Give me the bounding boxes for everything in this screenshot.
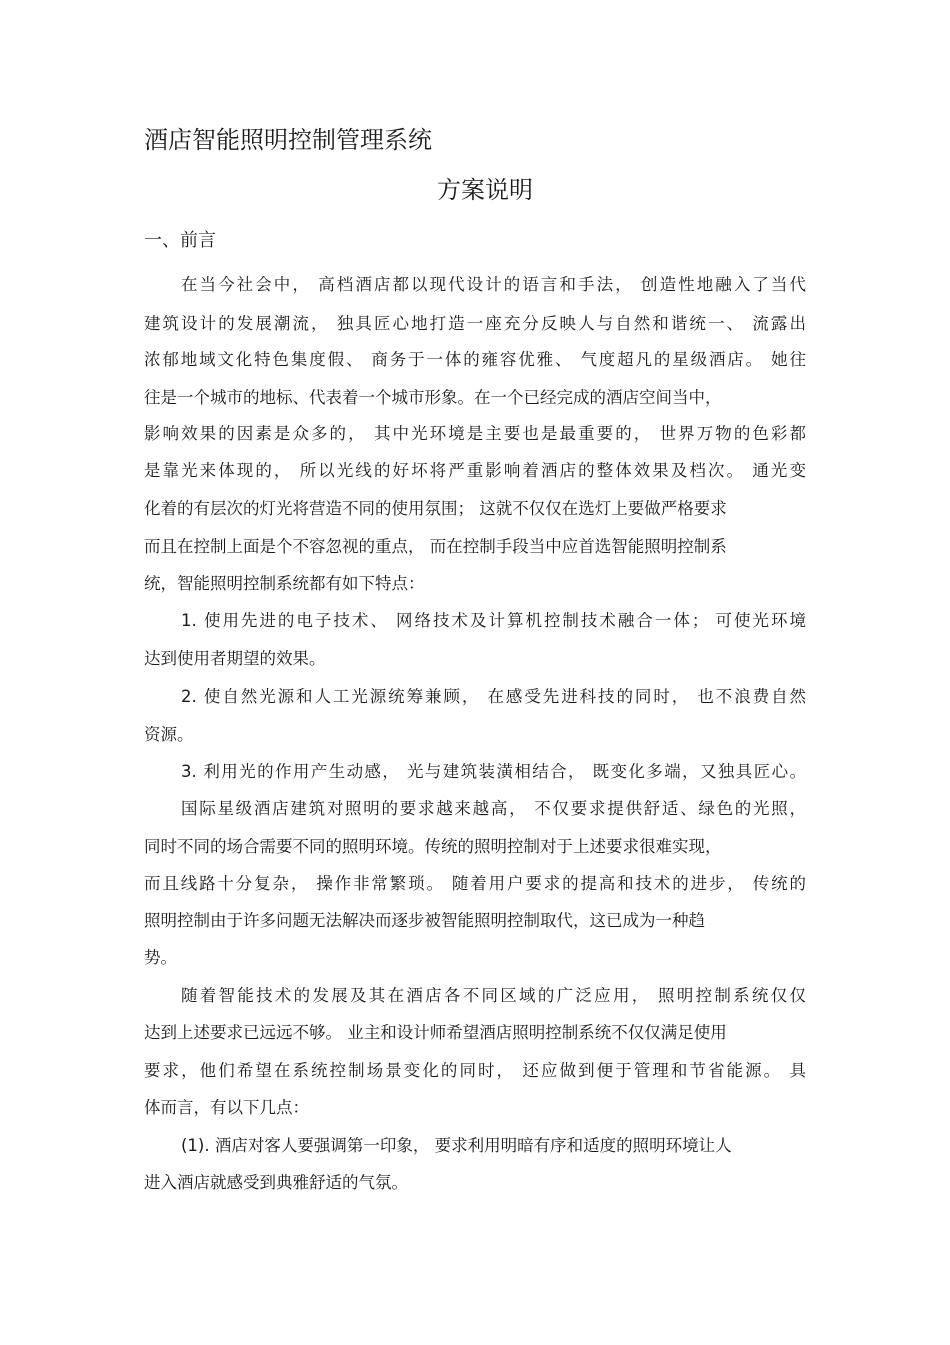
list-item-line: 资源。 <box>144 725 194 744</box>
list-item-line: 达到使用者期望的效果。 <box>144 649 326 668</box>
paragraph-line: 统，智能照明控制系统都有如下特点： <box>144 574 425 593</box>
list-item-line: 3. 利用光的作用产生动感， 光与建筑装潢相结合， 既变化多端，又独具匠心。 <box>181 762 806 781</box>
paragraph-line: 同时不同的场合需要不同的照明环境。传统的照明控制对于上述要求很难实现， <box>144 837 722 856</box>
list-item-line: 2. 使自然光源和人工光源统筹兼顾， 在感受先进科技的同时， 也不浪费自然 <box>181 687 806 706</box>
paragraph-line: 要求，他们希望在系统控制场景变化的同时， 还应做到便于管理和节省能源。 具 <box>144 1061 806 1080</box>
paragraph-line: 照明控制由于许多问题无法解决而逐步被智能照明控制取代，这已成为一种趋 <box>144 911 705 930</box>
document-title: 酒店智能照明控制管理系统 <box>144 126 432 154</box>
paragraph-line: 影响效果的因素是众多的， 其中光环境是主要也是最重要的， 世界万物的色彩都 <box>144 424 806 443</box>
list-item-line: (1). 酒店对客人要强调第一印象， 要求利用明暗有序和适度的照明环境让人 <box>181 1136 732 1155</box>
paragraph-line: 在当今社会中， 高档酒店都以现代设计的语言和手法， 创造性地融入了当代 <box>181 275 806 294</box>
paragraph-line: 建筑设计的发展潮流， 独具匠心地打造一座充分反映人与自然和谐统一、 流露出 <box>144 314 806 333</box>
paragraph-line: 而且线路十分复杂， 操作非常繁琐。 随着用户要求的提高和技术的进步， 传统的 <box>144 874 806 893</box>
paragraph-line: 国际星级酒店建筑对照明的要求越来越高， 不仅要求提供舒适、绿色的光照， <box>181 799 806 818</box>
document-subtitle: 方案说明 <box>437 176 533 204</box>
paragraph-line: 往是一个城市的地标、代表着一个城市形象。在一个已经完成的酒店空间当中， <box>144 388 722 407</box>
section-heading: 一、前言 <box>144 230 216 251</box>
paragraph-line: 势。 <box>144 948 177 967</box>
paragraph-line: 随着智能技术的发展及其在酒店各不同区域的广泛应用， 照明控制系统仅仅 <box>181 986 806 1005</box>
list-item-line: 1. 使用先进的电子技术、 网络技术及计算机控制技术融合一体； 可使光环境 <box>181 611 806 630</box>
paragraph-line: 而且在控制上面是个不容忽视的重点， 而在控制手段当中应首选智能照明控制系 <box>144 537 727 556</box>
list-item-line: 进入酒店就感受到典雅舒适的气氛。 <box>144 1173 408 1192</box>
paragraph-line: 是靠光来体现的， 所以光线的好坏将严重影响着酒店的整体效果及档次。 通光变 <box>144 461 806 480</box>
paragraph-line: 化着的有层次的灯光将营造不同的使用氛围； 这就不仅仅在选灯上要做严格要求 <box>144 499 727 518</box>
paragraph-line: 浓郁地域文化特色集度假、 商务于一体的雍容优雅、 气度超凡的星级酒店。 她往 <box>144 350 806 369</box>
paragraph-line: 达到上述要求已远远不够。 业主和设计师希望酒店照明控制系统不仅仅满足使用 <box>144 1023 727 1042</box>
paragraph-line: 体而言，有以下几点： <box>144 1098 309 1117</box>
